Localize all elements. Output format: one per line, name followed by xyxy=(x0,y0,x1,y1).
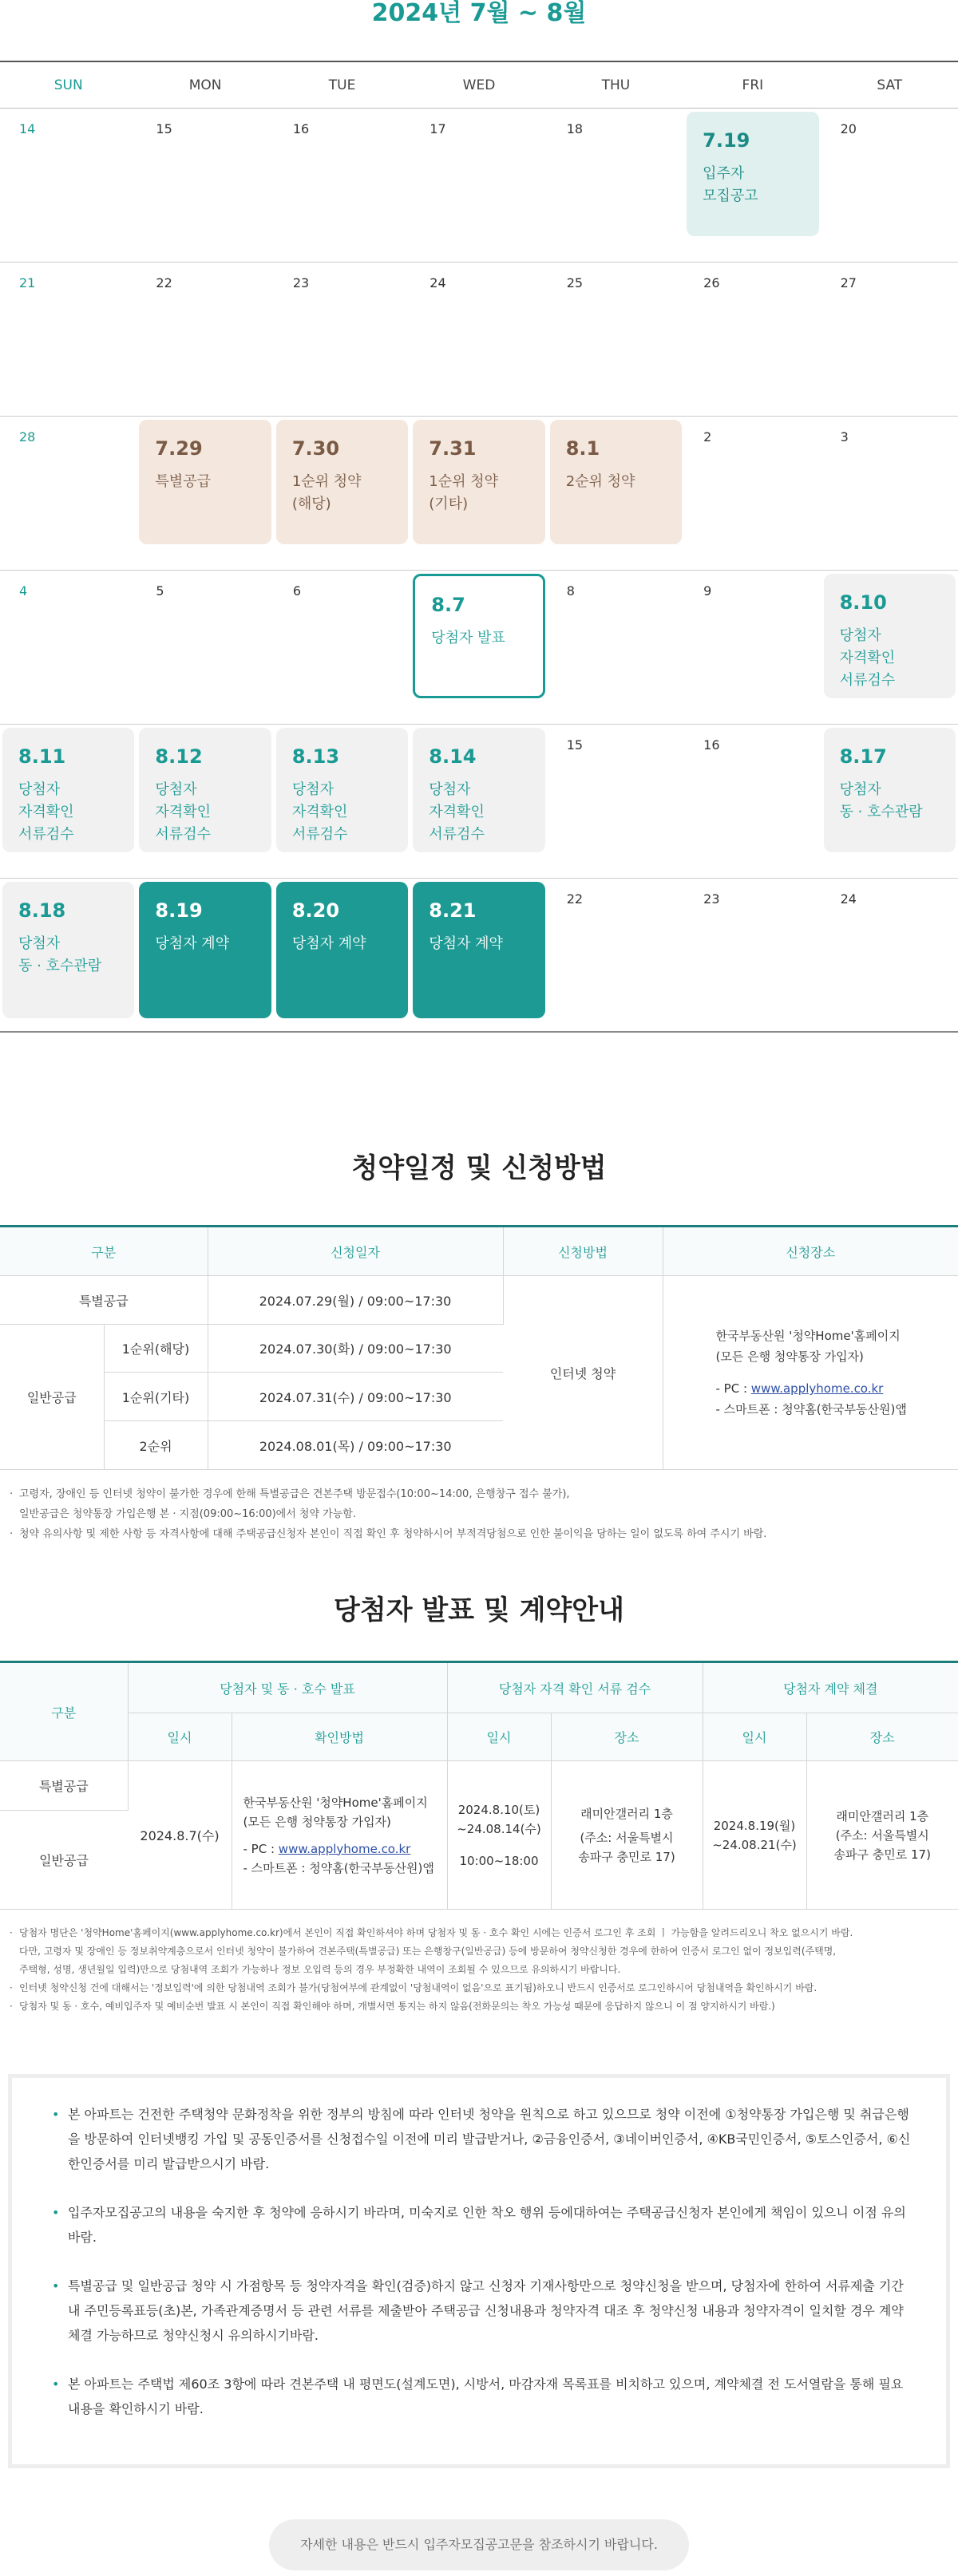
day-number: 24 xyxy=(430,275,446,290)
calendar-day xyxy=(274,109,410,262)
calendar-day xyxy=(137,571,273,724)
event-text: 당첨자 자격확인 서류검수 xyxy=(429,781,485,843)
th-category: 구분 xyxy=(0,1227,208,1276)
weekday-label: SAT xyxy=(877,77,903,93)
calendar-day xyxy=(821,879,958,1031)
weekday-label: MON xyxy=(188,77,222,93)
event-date: 8.18 xyxy=(18,899,66,922)
event-text: 당첨자 자격확인 서류검수 xyxy=(155,781,211,843)
day-number: 16 xyxy=(292,121,310,136)
day-number: 23 xyxy=(703,891,720,907)
th-place: 장소 xyxy=(551,1713,703,1761)
notice-item: • 본 아파트는 주택법 제60조 3항에 따라 견본주택 내 평면도(설계도면), 시방서, 마감자재 목록표를 비치하고 있으며, 계약체결 전 도서열람을 통해 필요 내용을 확인하시기 바람. xyxy=(52,2372,914,2421)
reference-notice-pill: 자세한 내용은 반드시 입주자모집공고문을 참조하시기 바랍니다. xyxy=(269,2519,689,2570)
calendar-day xyxy=(684,109,821,262)
rank-sub: 2순위 xyxy=(104,1421,208,1470)
calendar-title: 2024년 7월 ~ 8월 xyxy=(371,0,587,27)
day-number: 27 xyxy=(840,275,857,290)
calendar-day xyxy=(410,571,547,724)
calendar-day xyxy=(274,725,410,878)
calendar-day xyxy=(410,263,547,416)
calendar-event xyxy=(139,728,271,852)
calendar-day xyxy=(684,417,821,570)
day-number: 17 xyxy=(430,121,446,136)
review-place-line1: 래미안갤러리 1층 xyxy=(580,1806,673,1821)
calendar-day xyxy=(821,725,958,878)
review-place-line3: 송파구 충민로 17) xyxy=(578,1849,675,1864)
calendar-day xyxy=(821,263,958,416)
calendar-event xyxy=(139,420,271,544)
day-number: 15 xyxy=(566,737,584,753)
th-date: 일시 xyxy=(703,1713,806,1761)
calendar-week xyxy=(0,879,958,1033)
calendar-event xyxy=(2,728,134,852)
event-text: 당첨자 동 · 호수관람 xyxy=(839,781,923,820)
calendar-event xyxy=(2,882,134,1018)
notice-box xyxy=(8,2074,950,2468)
event-date: 7.31 xyxy=(429,437,477,460)
event-text: 1순위 청약 (해당) xyxy=(291,473,362,512)
weekday-label: FRI xyxy=(742,77,764,93)
event-date: 8.13 xyxy=(291,745,340,768)
calendar-day xyxy=(821,109,958,262)
day-number: 6 xyxy=(292,583,302,599)
event-text: 2순위 청약 xyxy=(565,473,635,490)
contract-date-end: ~24.08.21(수) xyxy=(712,1837,797,1852)
calendar-day xyxy=(684,571,821,724)
contract-date-start: 2024.8.19(월) xyxy=(713,1818,796,1833)
event-date: 8.7 xyxy=(431,594,465,616)
calendar-event xyxy=(824,574,956,698)
contract-title: 당첨자 발표 및 계약안내 xyxy=(334,1594,624,1626)
day-number: 23 xyxy=(292,275,310,290)
schedule-title: 청약일정 및 신청방법 xyxy=(351,1152,607,1184)
calendar-day xyxy=(821,417,958,570)
schedule-notes xyxy=(0,1470,958,1582)
method-pc-label: - PC : xyxy=(243,1841,279,1856)
th-announce: 당첨자 및 동 · 호수 발표 xyxy=(128,1662,447,1713)
calendar-week xyxy=(0,571,958,725)
calendar-event xyxy=(413,728,544,852)
day-number: 18 xyxy=(566,121,584,136)
event-date: 8.19 xyxy=(155,899,203,922)
calendar-event xyxy=(413,420,544,544)
th-date: 일시 xyxy=(447,1713,551,1761)
weekday-label: THU xyxy=(601,77,631,93)
day-number: 20 xyxy=(840,121,857,136)
rank-sub: 1순위(기타) xyxy=(104,1373,208,1421)
event-date: 7.29 xyxy=(155,437,203,460)
event-date: 8.10 xyxy=(839,591,887,614)
calendar-week xyxy=(0,725,958,879)
event-text: 당첨자 동 · 호수관람 xyxy=(18,935,102,974)
place-line1: 한국부동산원 '청약Home'홈페이지 xyxy=(715,1329,901,1343)
th-contract: 당첨자 계약 체결 xyxy=(703,1662,958,1713)
calendar-day xyxy=(684,263,821,416)
th-date: 일시 xyxy=(128,1713,232,1761)
review-date xyxy=(447,1761,551,1910)
announce-method xyxy=(232,1761,447,1910)
calendar-week xyxy=(0,417,958,571)
contract-place-line1: 래미안갤러리 1층 xyxy=(836,1808,929,1823)
notice-item: • 특별공급 및 일반공급 청약 시 가점항목 등 청약자격을 확인(검증)하지 않고 신청자 기재사항만으로 청약신청을 받으며, 당첨자에 한하여 서류제출 기간 내 주민등록표등(초)본, 가족관계증명서 등 관련 서류를 제출받아 주택공급 신청내용과 청약자격 대조 후 청약신청 내용과 청약자격이 일치할 경우 계약체결 가능하므로 청약신청시 유의하시기바람. xyxy=(52,2274,914,2348)
event-date: 8.17 xyxy=(839,745,887,768)
method-mobile: - 스마트폰 : 청약홈(한국부동산원)앱 xyxy=(243,1860,434,1875)
calendar-section xyxy=(0,0,958,1033)
calendar-day xyxy=(137,879,273,1031)
calendar-event xyxy=(139,882,271,1018)
th-place: 신청장소 xyxy=(663,1227,958,1276)
calendar-day xyxy=(0,725,137,878)
th-category: 구분 xyxy=(0,1662,128,1761)
rank-date: 2024.07.30(화) / 09:00~17:30 xyxy=(208,1325,503,1373)
place-mobile: - 스마트폰 : 청약홈(한국부동산원)앱 xyxy=(715,1402,907,1416)
calendar-day xyxy=(137,417,273,570)
weekday-label: WED xyxy=(462,77,496,93)
schedule-table xyxy=(0,1225,958,1470)
calendar-day xyxy=(548,879,684,1031)
event-text: 당첨자 발표 xyxy=(431,630,505,646)
calendar-week xyxy=(0,263,958,417)
calendar-day xyxy=(548,571,684,724)
notice-item: • 입주자모집공고의 내용을 숙지한 후 청약에 응하시기 바라며, 미숙지로 인한 착오 행위 등에대하여는 주택공급신청자 본인에게 책임이 있으니 이점 유의 바람. xyxy=(52,2200,914,2250)
calendar-event xyxy=(276,728,408,852)
notice-item: • 본 아파트는 건전한 주택청약 문화정착을 위한 정부의 방침에 따라 인터넷 청약을 원칙으로 하고 있으므로 청약 이전에 ①청약통장 가입은행 및 취급은행을 방문하여 인터넷뱅킹 가입 및 공동인증서를 신청접수일 이전에 미리 발급받거나, ②금융인증서, ③네이버인증서, ④KB국민인증서, ⑤토스인증서, ⑥신한인증서를 미리 발급받으시기 바람. xyxy=(52,2102,914,2176)
rank-date: 2024.07.31(수) / 09:00~17:30 xyxy=(208,1373,503,1421)
contract-table xyxy=(0,1661,958,1910)
calendar-day xyxy=(410,879,547,1031)
rank-date: 2024.08.01(목) / 09:00~17:30 xyxy=(208,1421,503,1470)
review-date-start: 2024.8.10(토) xyxy=(457,1802,540,1817)
calendar-day xyxy=(274,263,410,416)
event-date: 7.30 xyxy=(291,437,340,460)
calendar-day xyxy=(274,879,410,1031)
announce-date: 2024.8.7(수) xyxy=(128,1761,232,1910)
day-number: 22 xyxy=(156,275,172,290)
event-date: 8.21 xyxy=(429,899,477,922)
event-date: 8.11 xyxy=(18,745,66,768)
calendar-day xyxy=(274,417,410,570)
event-date: 8.20 xyxy=(291,899,340,922)
contract-place-line2: (주소: 서울특별시 xyxy=(835,1827,929,1843)
calendar-event xyxy=(276,882,408,1018)
calendar-day xyxy=(410,417,547,570)
note: · 청약 유의사항 및 제한 사항 등 자격사항에 대해 주택공급신청자 본인이 직접 확인 후 청약하시어 부적격당첨으로 인한 불이익을 당하는 일이 없도록 하여 주시기 바람. xyxy=(8,1524,950,1544)
day-number: 28 xyxy=(19,429,36,444)
weekday-label: TUE xyxy=(328,77,356,93)
th-method: 확인방법 xyxy=(232,1713,447,1761)
applyhome-link[interactable]: www.applyhome.co.kr xyxy=(278,1841,411,1856)
note: 다만, 고령자 및 장애인 등 정보취약계층으로서 인터넷 청약이 불가하여 견본주택(특별공급) 또는 은행창구(일반공급) 등에 방문하여 청약신청한 경우에 한하여 인증서 로그인 없이 정보입력(주택명, xyxy=(19,1946,837,1957)
calendar-day xyxy=(0,417,137,570)
event-date: 7.19 xyxy=(703,129,750,152)
day-number: 16 xyxy=(703,737,720,753)
contract-place-line3: 송파구 충민로 17) xyxy=(833,1847,931,1862)
weekday-header xyxy=(0,61,958,109)
apply-method: 인터넷 청약 xyxy=(503,1276,663,1470)
note: · 인터넷 청약신청 건에 대해서는 '정보입력'에 의한 당첨내역 조회가 불가(당첨여부에 관계없이 '당첨내역이 없음'으로 표기됨)하오니 반드시 인증서로 로그인하시어 당첨내역을 확인하시기 바람. xyxy=(8,1979,950,1997)
method-line1: 한국부동산원 '청약Home'홈페이지 xyxy=(243,1795,428,1810)
calendar-day xyxy=(410,725,547,878)
calendar-day xyxy=(137,725,273,878)
note: 일반공급은 청약통장 가입은행 본 · 지점(09:00~16:00)에서 청약 가능함. xyxy=(19,1508,356,1520)
special-date: 2024.07.29(월) / 09:00~17:30 xyxy=(208,1276,503,1325)
event-text: 당첨자 자격확인 서류검수 xyxy=(839,627,896,689)
calendar-day xyxy=(274,571,410,724)
calendar-event xyxy=(687,112,818,236)
day-number: 25 xyxy=(566,275,584,290)
event-date: 8.14 xyxy=(429,745,477,768)
day-number: 21 xyxy=(19,275,36,290)
event-date: 8.1 xyxy=(565,437,600,460)
review-place-line2: (주소: 서울특별시 xyxy=(580,1830,674,1845)
calendar-week xyxy=(0,109,958,263)
calendar-day xyxy=(0,109,137,262)
calendar-day xyxy=(684,879,821,1031)
day-number: 4 xyxy=(19,583,28,599)
calendar-day xyxy=(137,109,273,262)
day-number: 24 xyxy=(840,891,857,907)
th-method: 신청방법 xyxy=(503,1227,663,1276)
note: · 당첨자 명단은 '청약Home'홈페이지(www.applyhome.co.kr)에서 본인이 직접 확인하셔야 하며 당첨자 및 동 · 호수 확인 시에는 인증서 로그인 후 조회 ㅣ 가능함을 알려드리오니 착오 없으시기 바람. xyxy=(8,1924,950,1942)
calendar-day xyxy=(548,109,684,262)
contract-place xyxy=(806,1761,958,1910)
special-supply: 특별공급 xyxy=(0,1276,208,1325)
calendar-event xyxy=(413,882,544,1018)
day-number: 3 xyxy=(840,429,849,444)
place-line2: (모든 은행 청약통장 가입자) xyxy=(715,1349,864,1364)
day-number: 14 xyxy=(19,121,36,136)
day-number: 8 xyxy=(566,583,575,599)
day-number: 5 xyxy=(156,583,164,599)
applyhome-link[interactable]: www.applyhome.co.kr xyxy=(750,1381,884,1396)
calendar-day xyxy=(821,571,958,724)
day-number: 22 xyxy=(566,891,584,907)
calendar-day xyxy=(548,725,684,878)
rank-sub: 1순위(해당) xyxy=(104,1325,208,1373)
special-supply: 특별공급 xyxy=(0,1761,128,1811)
calendar-day xyxy=(548,263,684,416)
event-date: 8.12 xyxy=(155,745,203,768)
calendar-day xyxy=(0,263,137,416)
th-date: 신청일자 xyxy=(208,1227,503,1276)
method-line2: (모든 은행 청약통장 가입자) xyxy=(243,1814,391,1829)
day-number: 15 xyxy=(156,121,172,136)
calendar-event xyxy=(824,728,956,852)
day-number: 9 xyxy=(703,583,712,599)
calendar-day xyxy=(137,263,273,416)
event-text: 당첨자 계약 xyxy=(291,935,366,952)
event-text: 당첨자 계약 xyxy=(155,935,230,952)
review-place xyxy=(551,1761,703,1910)
contract-date xyxy=(703,1761,806,1910)
note: · 고령자, 장애인 등 인터넷 청약이 불가한 경우에 한해 특별공급은 견본주택 방문접수(10:00~14:00, 은행창구 접수 불가), xyxy=(8,1484,950,1504)
calendar-day xyxy=(684,725,821,878)
review-time: 10:00~18:00 xyxy=(459,1853,539,1868)
event-text: 당첨자 자격확인 서류검수 xyxy=(291,781,348,843)
general-supply: 일반공급 xyxy=(0,1811,128,1910)
event-text: 당첨자 계약 xyxy=(429,935,503,952)
place-pc-label: - PC : xyxy=(715,1381,751,1396)
event-text: 입주자 모집공고 xyxy=(703,165,758,204)
weekday-label: SUN xyxy=(53,77,83,93)
calendar-event xyxy=(413,574,544,698)
calendar-event xyxy=(550,420,682,544)
contract-notes xyxy=(0,1910,958,2037)
day-number: 2 xyxy=(703,429,712,444)
calendar-day xyxy=(0,879,137,1031)
apply-place xyxy=(663,1276,958,1470)
th-place: 장소 xyxy=(806,1713,958,1761)
general-supply: 일반공급 xyxy=(0,1325,104,1470)
note: 주택형, 성명, 생년월일 입력)만으로 당첨내역 조회가 가능하나 정보 오입력 등의 경우 부정확한 내역이 조회될 수 있으므로 유의하시기 바랍니다. xyxy=(19,1964,621,1975)
event-text: 당첨자 자격확인 서류검수 xyxy=(18,781,74,843)
note: · 당첨자 및 동 · 호수, 예비입주자 및 예비순번 발표 시 본인이 직접 확인해야 하며, 개별서면 통지는 하지 않음(전화문의는 착오 가능성 때문에 응답하지 않으니 이 점 양지하시기 바람.) xyxy=(8,1997,950,2016)
th-review: 당첨자 자격 확인 서류 검수 xyxy=(447,1662,703,1713)
calendar-event xyxy=(276,420,408,544)
event-text: 1순위 청약 (기타) xyxy=(429,473,499,512)
calendar-day xyxy=(548,417,684,570)
calendar-day xyxy=(0,571,137,724)
review-date-end: ~24.08.14(수) xyxy=(457,1821,541,1836)
calendar-day xyxy=(410,109,547,262)
day-number: 26 xyxy=(703,275,720,290)
event-text: 특별공급 xyxy=(155,473,211,490)
calendar-grid xyxy=(0,109,958,1033)
